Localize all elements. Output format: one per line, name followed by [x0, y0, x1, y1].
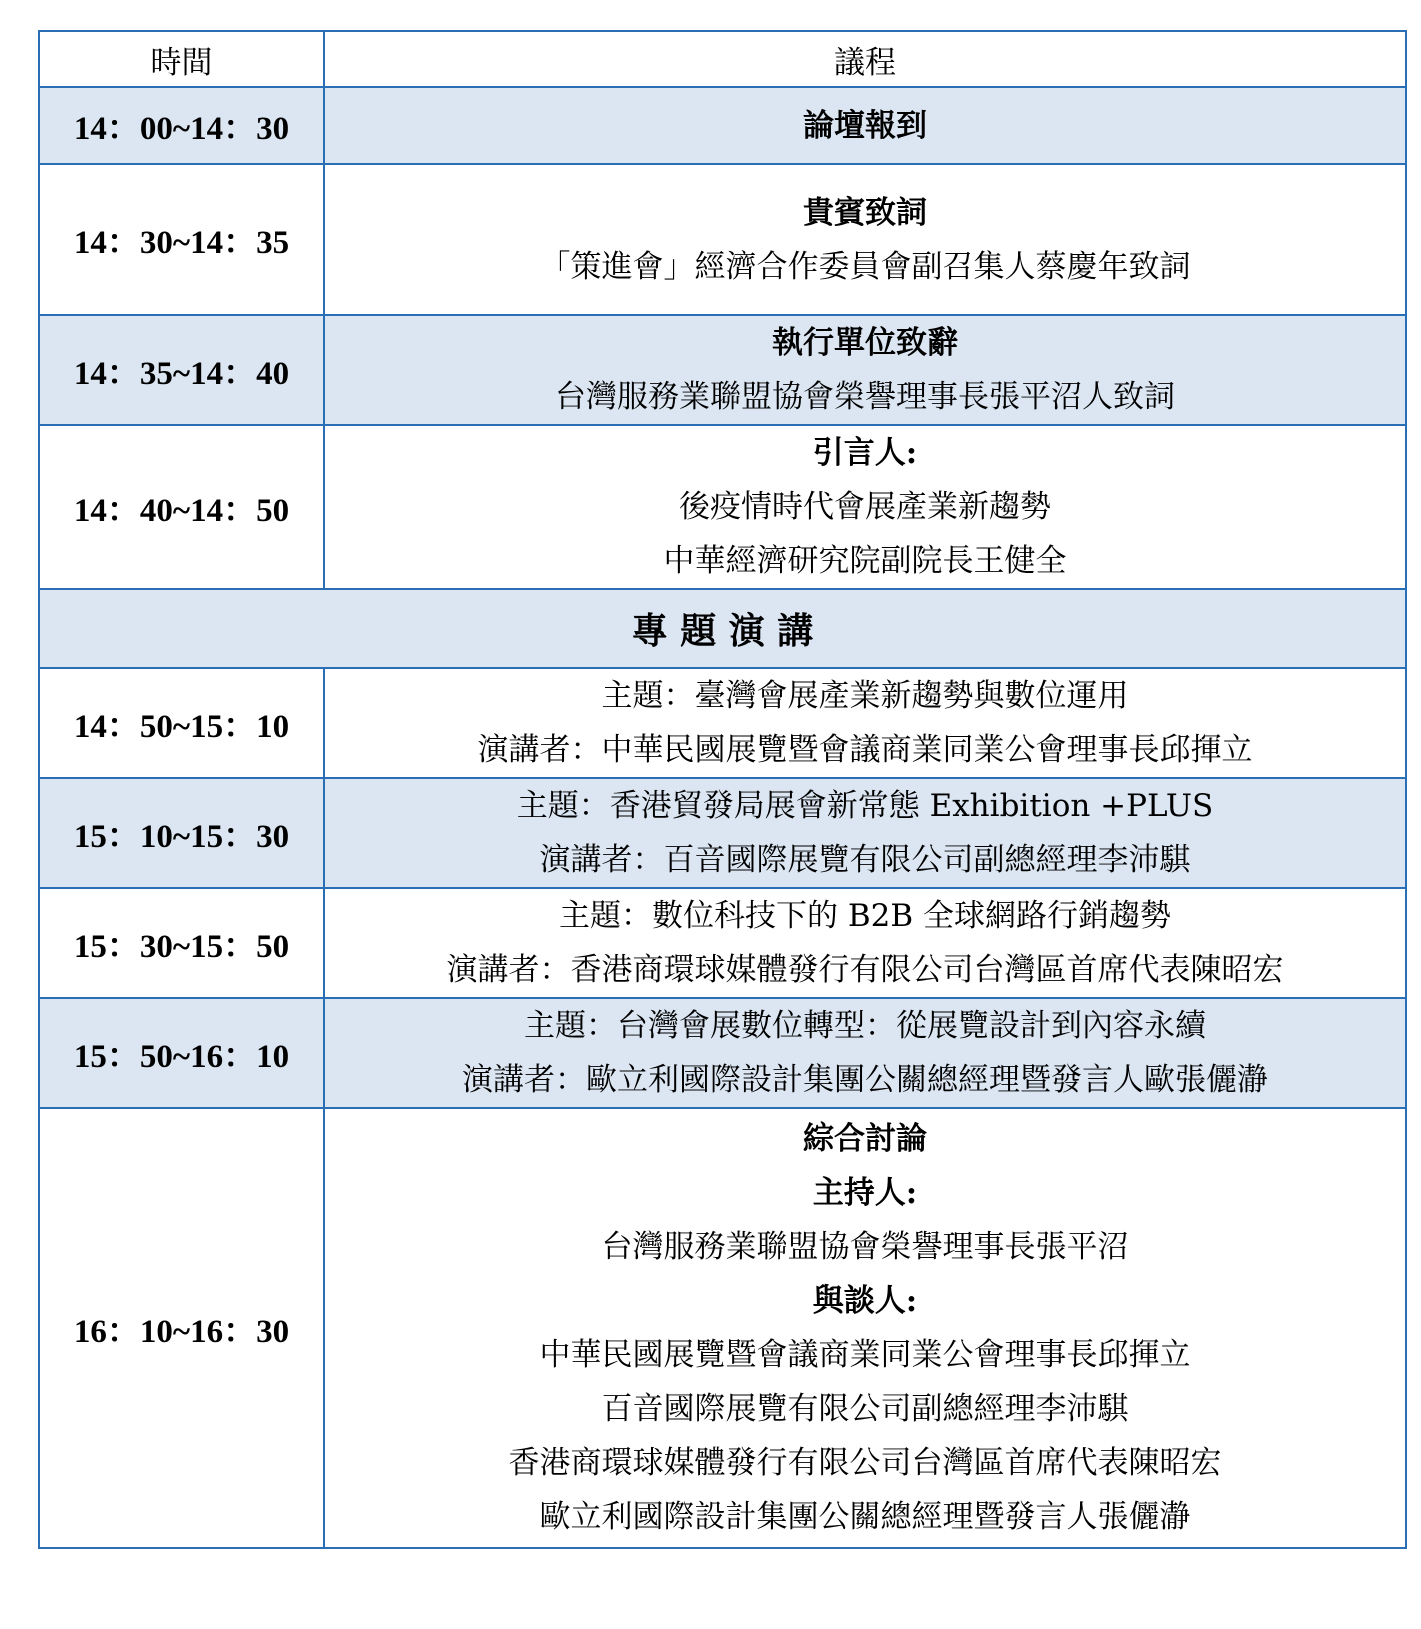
agenda-cell	[324, 164, 1406, 315]
agenda-cell	[324, 888, 1406, 998]
agenda-table	[38, 30, 1407, 1549]
panelist-name: 百音國際展覽有限公司副總經理李沛騏	[601, 1391, 1129, 1427]
agenda-cell	[324, 1108, 1406, 1548]
time-column-header: 時間	[39, 31, 324, 87]
agenda-cell	[324, 778, 1406, 888]
time-cell: 15：10~15：30	[39, 778, 324, 888]
talk-speaker: 演講者：中華民國展覽暨會議商業同業公會理事長邱揮立	[477, 732, 1253, 768]
table-row	[39, 315, 1406, 425]
table-row	[39, 778, 1406, 888]
agenda-detail: 「策進會」經濟合作委員會副召集人蔡慶年致詞	[539, 248, 1191, 285]
agenda-cell	[324, 425, 1406, 589]
agenda-detail: 台灣服務業聯盟協會榮譽理事長張平沼人致詞	[555, 379, 1175, 415]
panelists-label: 與談人:	[812, 1283, 918, 1319]
time-cell: 14：35~14：40	[39, 315, 324, 425]
time-cell: 15：50~16：10	[39, 998, 324, 1108]
agenda-detail: 中華經濟研究院副院長王健全	[663, 543, 1067, 579]
time-cell: 16：10~16：30	[39, 1108, 324, 1548]
talk-topic: 主題：香港貿發局展會新常態 Exhibition +PLUS	[516, 788, 1214, 824]
time-cell: 14：50~15：10	[39, 668, 324, 778]
time-cell: 14：40~14：50	[39, 425, 324, 589]
table-row	[39, 1108, 1406, 1548]
section-title: 專 題 演 講	[39, 589, 1406, 668]
talk-speaker: 演講者：歐立利國際設計集團公關總經理暨發言人歐張儷瀞	[462, 1062, 1268, 1098]
time-cell: 14：00~14：30	[39, 87, 324, 164]
talk-speaker: 演講者：百音國際展覽有限公司副總經理李沛騏	[539, 842, 1191, 878]
table-header-row	[39, 31, 1406, 87]
time-cell: 15：30~15：50	[39, 888, 324, 998]
agenda-cell	[324, 87, 1406, 164]
panelist-name: 歐立利國際設計集團公關總經理暨發言人張儷瀞	[539, 1499, 1191, 1535]
agenda-title: 執行單位致辭	[772, 325, 958, 361]
agenda-title: 論壇報到	[803, 107, 927, 144]
agenda-title: 引言人:	[812, 435, 918, 471]
table-row	[39, 87, 1406, 164]
table-row	[39, 164, 1406, 315]
agenda-cell	[324, 668, 1406, 778]
talk-topic: 主題：台灣會展數位轉型：從展覽設計到內容永續	[524, 1008, 1206, 1044]
talk-speaker: 演講者：香港商環球媒體發行有限公司台灣區首席代表陳昭宏	[446, 952, 1284, 988]
talk-topic: 主題：數位科技下的 B2B 全球網路行銷趨勢	[559, 898, 1171, 934]
talk-topic: 主題：臺灣會展產業新趨勢與數位運用	[601, 678, 1129, 714]
agenda-title: 貴賓致詞	[803, 194, 927, 231]
table-row	[39, 425, 1406, 589]
moderator-label: 主持人:	[812, 1175, 918, 1211]
time-cell: 14：30~14：35	[39, 164, 324, 315]
panelist-name: 香港商環球媒體發行有限公司台灣區首席代表陳昭宏	[508, 1445, 1222, 1481]
agenda-title: 綜合討論	[803, 1121, 927, 1157]
moderator-name: 台灣服務業聯盟協會榮譽理事長張平沼	[601, 1229, 1129, 1265]
agenda-column-header: 議程	[324, 31, 1406, 87]
section-row	[39, 589, 1406, 668]
table-row	[39, 998, 1406, 1108]
table-row	[39, 668, 1406, 778]
agenda-cell	[324, 998, 1406, 1108]
panelist-name: 中華民國展覽暨會議商業同業公會理事長邱揮立	[539, 1337, 1191, 1373]
table-row	[39, 888, 1406, 998]
agenda-cell	[324, 315, 1406, 425]
agenda-detail: 後疫情時代會展產業新趨勢	[679, 489, 1051, 525]
